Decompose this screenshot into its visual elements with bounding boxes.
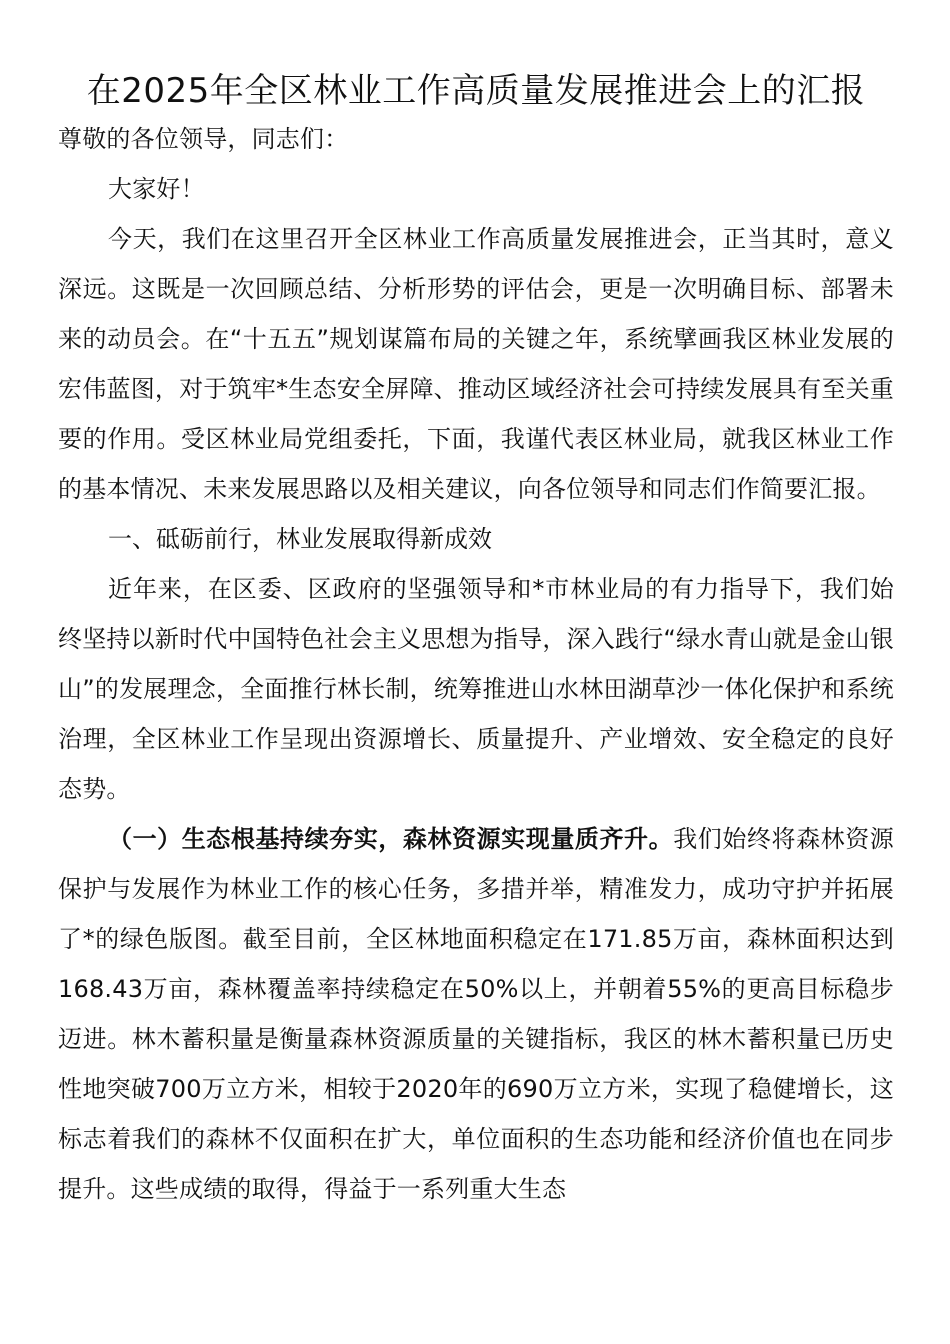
salutation: 尊敬的各位领导，同志们： [58,125,349,153]
subsection-lead: （一）生态根基持续夯实，森林资源实现量质齐升。 [108,825,674,853]
greeting: 大家好！ [108,175,205,203]
intro-paragraph: 今天，我们在这里召开全区林业工作高质量发展推进会，正当其时，意义深远。这既是一次回顾总结、分析形势的评估会，更是一次明确目标、部署未来的动员会。在“十五五”规划谋篇布局的关键之年，系统擘画我区林业发展的宏伟蓝图，对于筑牢*生态安全屏障、推动区域经济社会可持续发展具有至关重要的作用。受区林业局党组委托，下面，我谨代表区林业局，就我区林业工作的基本情况、未来发展思路以及相关建议，向各位领导和同志们作简要汇报。 [58,225,894,503]
section-heading: 一、砥砺前行，林业发展取得新成效 [108,525,492,553]
subsection-paragraph [58,814,894,1214]
document-title: 在2025年全区林业工作高质量发展推进会上的汇报 [86,71,866,111]
subsection-body: 我们始终将森林资源保护与发展作为林业工作的核心任务，多措并举，精准发力，成功守护并拓展了*的绿色版图。截至目前，全区林地面积稳定在171.85万亩，森林面积达到168.43万亩，森林覆盖率持续稳定在50%以上，并朝着55%的更高目标稳步迈进。林木蓄积量是衡量森林资源质量的关键指标，我区的林木蓄积量已历史性地突破700万立方米，相较于2020年的690万立方米，实现了稳健增长，这标志着我们的森林不仅面积在扩大，单位面积的生态功能和经济价值也在同步提升。这些成绩的取得，得益于一系列重大生态 [58,825,894,1203]
section-paragraph: 近年来，在区委、区政府的坚强领导和*市林业局的有力指导下，我们始终坚持以新时代中国特色社会主义思想为指导，深入践行“绿水青山就是金山银山”的发展理念，全面推行林长制，统筹推进山水林田湖草沙一体化保护和系统治理，全区林业工作呈现出资源增长、质量提升、产业增效、安全稳定的良好态势。 [58,575,894,803]
